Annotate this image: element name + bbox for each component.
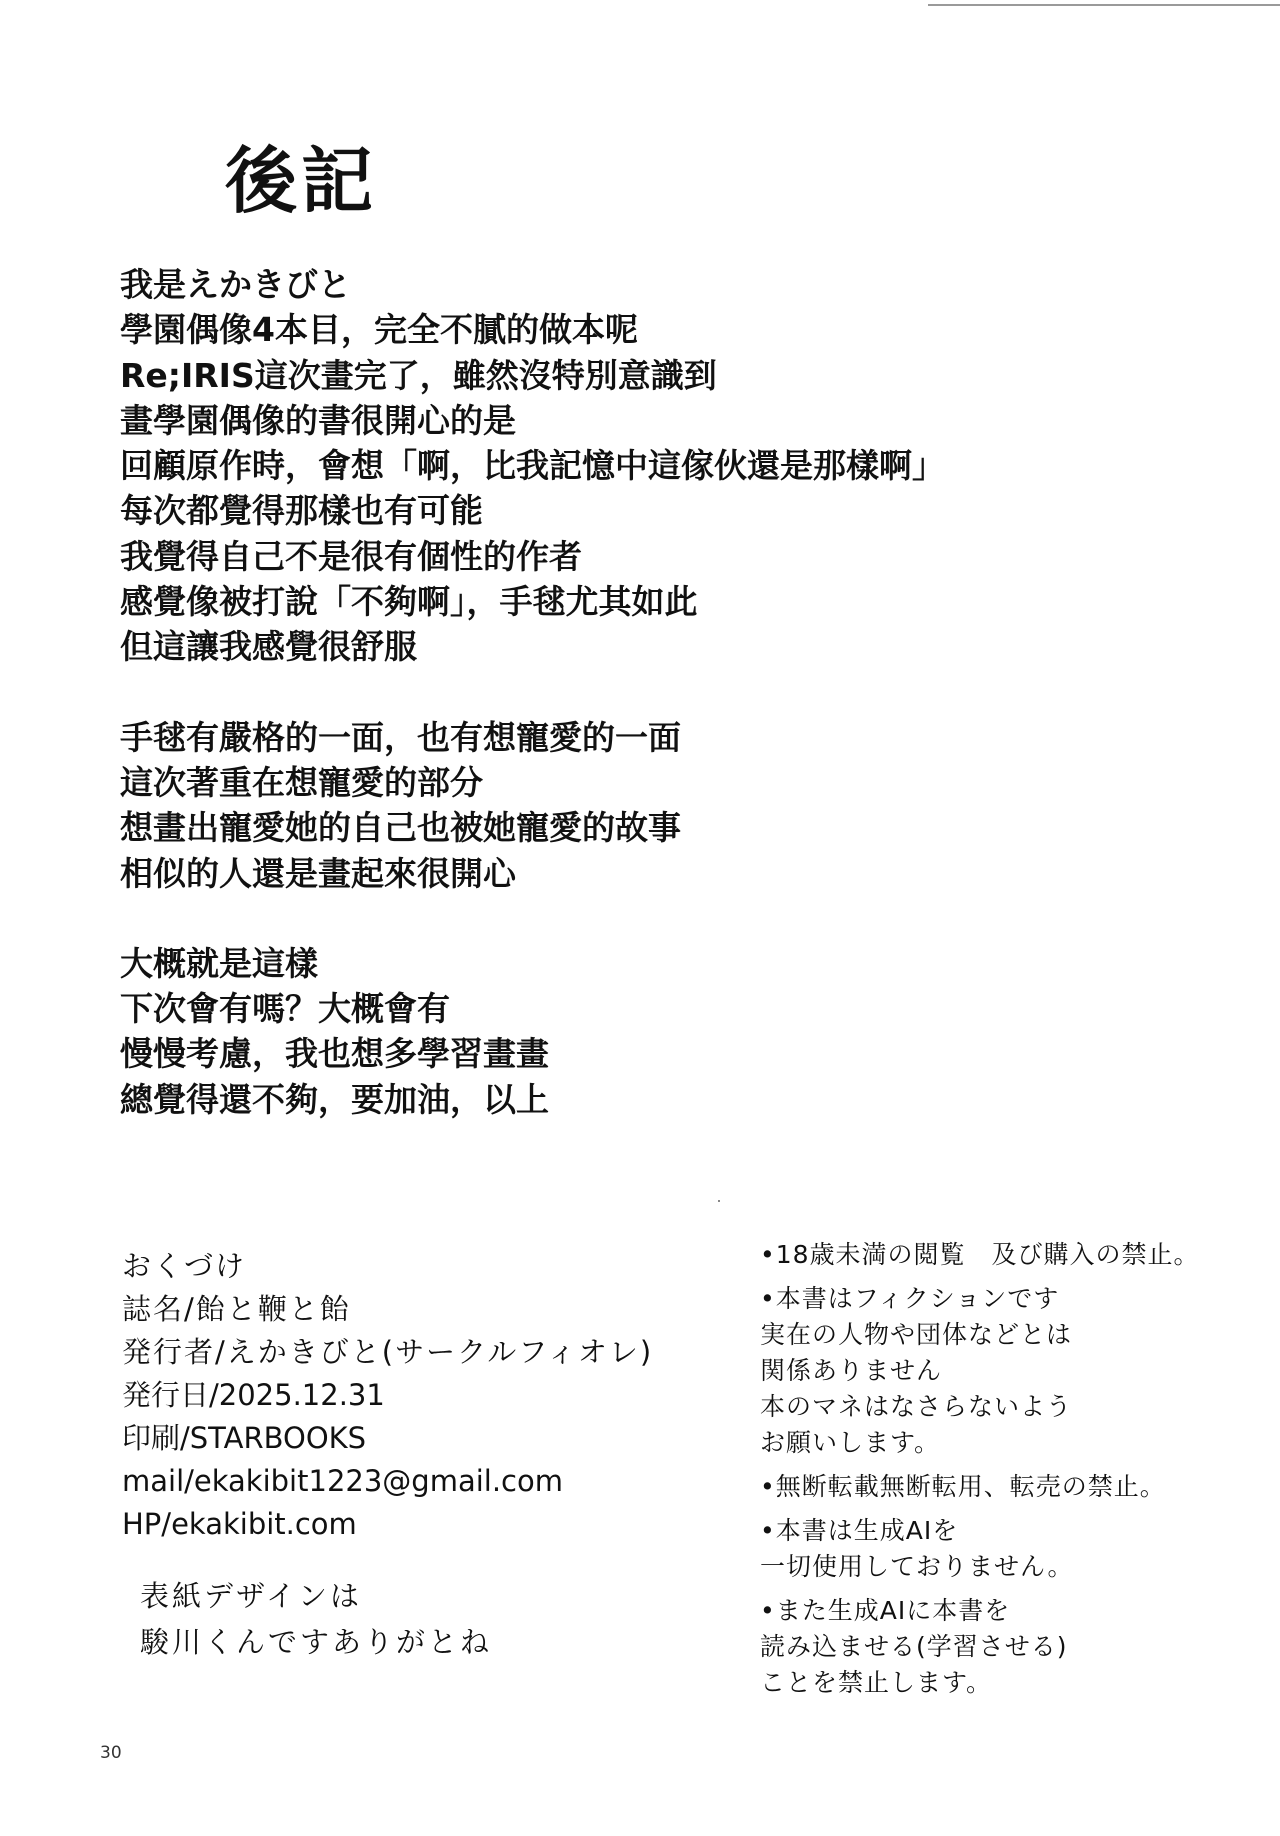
colophon-homepage: HP/ekakibit.com [122, 1507, 357, 1541]
afterword-line: 下次會有嗎？大概會有 [120, 989, 450, 1029]
afterword-line: 大概就是這樣 [120, 943, 318, 983]
notice-line: •本書はフィクションです [760, 1284, 1060, 1313]
afterword-line: 畫學園偶像的書很開心的是 [120, 400, 516, 440]
notice-item [760, 1469, 1200, 1505]
afterword-paragraph [120, 262, 1020, 670]
afterword-line: 慢慢考慮，我也想多學習畫畫 [120, 1034, 549, 1074]
afterword-line: 學園偶像4本目，完全不膩的做本呢 [120, 310, 638, 350]
afterword-line: 感覺像被打說「不夠啊」，手毬尤其如此 [120, 582, 698, 622]
afterword-line: 相似的人還是畫起來很開心 [120, 853, 516, 893]
notice-line: お願いします。 [760, 1428, 941, 1457]
notice-line: 本のマネはなさらないよう [760, 1392, 1073, 1421]
colophon-publisher: 発行者/えかきびと(サークルフィオレ) [122, 1335, 654, 1369]
afterword-line: Re;IRIS這次畫完了，雖然沒特別意識到 [120, 355, 717, 395]
notice-item [760, 1593, 1200, 1701]
colophon-printer: 印刷/STARBOOKS [122, 1421, 367, 1455]
notice-line: •無断転載無断転用、転売の禁止。 [760, 1472, 1166, 1501]
afterword-line: 想畫出寵愛她的自己也被她寵愛的故事 [120, 808, 681, 848]
scan-edge-line [928, 4, 1280, 6]
notice-item [760, 1281, 1200, 1461]
notice-line: •18歳未満の閲覧 及び購入の禁止。 [760, 1240, 1200, 1269]
cover-credit-line: 表紙デザインは [140, 1579, 362, 1613]
notice-line: ことを禁止します。 [760, 1668, 993, 1697]
scan-speck [718, 1200, 720, 1202]
afterword-text [120, 262, 1020, 1167]
notice-line: 関係ありません [760, 1356, 943, 1385]
afterword-line: 手毬有嚴格的一面，也有想寵愛的一面 [120, 717, 681, 757]
page-heading: 後記 [225, 139, 378, 223]
notice-item [760, 1513, 1200, 1585]
notice-line: •また生成AIに本書を [760, 1596, 1011, 1625]
afterword-line: 但這讓我感覺很舒服 [120, 627, 417, 667]
notice-line: •本書は生成AIを [760, 1516, 959, 1545]
cover-credit-line: 駿川くんですありがとね [140, 1625, 493, 1659]
colophon-book-name: 誌名/飴と鞭と飴 [122, 1292, 351, 1326]
notice-line: 読み込ませる(学習させる) [760, 1632, 1068, 1661]
colophon-mail: mail/ekakibit1223@gmail.com [122, 1464, 563, 1498]
colophon-title: おくづけ [122, 1249, 247, 1283]
notice-line: 一切使用しておりません。 [760, 1552, 1074, 1581]
afterword-paragraph [120, 715, 1020, 896]
afterword-line: 這次著重在想寵愛的部分 [120, 762, 483, 802]
afterword-line: 總覺得還不夠，要加油，以上 [120, 1079, 549, 1119]
colophon-date: 発行日/2025.12.31 [122, 1378, 385, 1412]
afterword-paragraph [120, 941, 1020, 1122]
afterword-line: 我是えかきびと [120, 265, 351, 304]
notice-item [760, 1237, 1200, 1273]
colophon [122, 1245, 653, 1546]
page-number: 30 [100, 1743, 122, 1763]
notices [760, 1237, 1200, 1709]
afterword-line: 我覺得自己不是很有個性的作者 [120, 536, 582, 576]
afterword-line: 回顧原作時，會想「啊，比我記憶中這傢伙還是那樣啊」 [120, 446, 945, 486]
cover-credit [140, 1573, 492, 1665]
afterword-line: 每次都覺得那樣也有可能 [120, 491, 483, 531]
notice-line: 実在の人物や団体などとは [760, 1320, 1073, 1349]
